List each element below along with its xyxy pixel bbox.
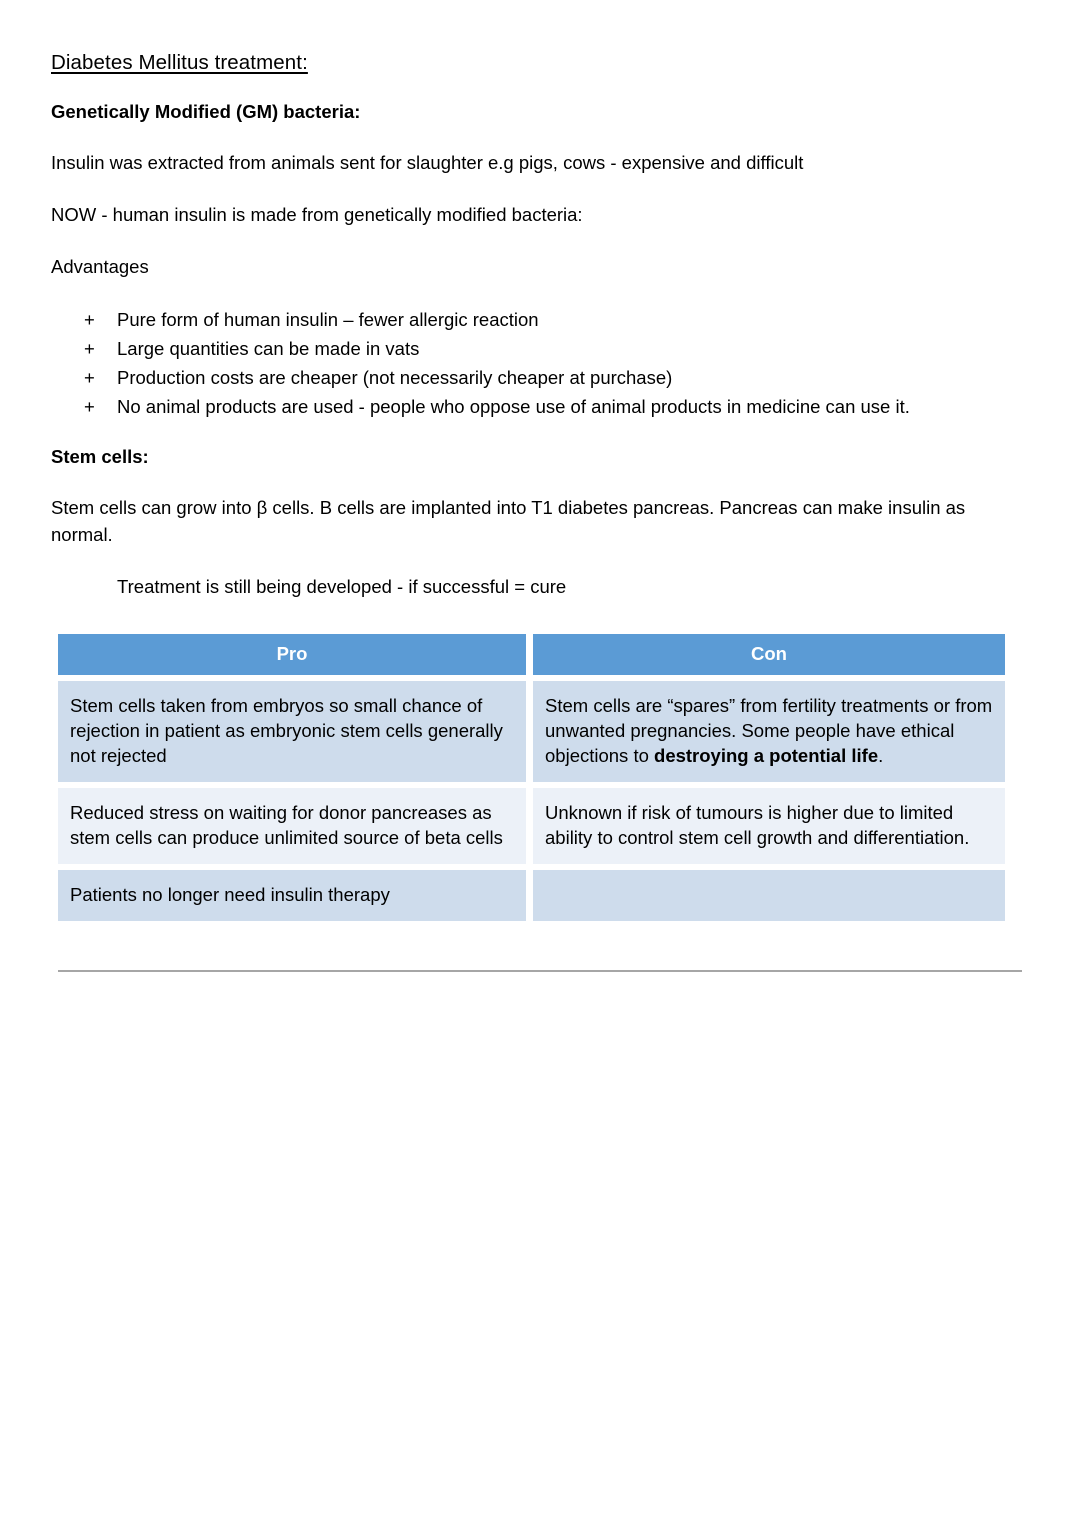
list-item [51, 363, 1031, 392]
table-row [58, 788, 1005, 864]
table-header-row [58, 634, 1005, 675]
paragraph-stem-cells-description: Stem cells can grow into β cells. B cells are implanted into T1 diabetes pancreas. Pancreas can make insulin as normal. [51, 497, 966, 545]
table-row [58, 681, 1005, 782]
table-cell-con [533, 681, 1005, 782]
paragraph-insulin-extraction: Insulin was extracted from animals sent for slaughter e.g pigs, cows - expensive and difficult [51, 152, 804, 173]
list-item-label: Large quantities can be made in vats [117, 338, 420, 359]
list-item [51, 305, 1031, 334]
list-item-label: Production costs are cheaper (not necessarily cheaper at purchase) [117, 367, 673, 388]
table-cell-pro: Patients no longer need insulin therapy [58, 870, 526, 921]
table-cell-con [533, 870, 1005, 921]
table-cell-pro: Reduced stress on waiting for donor pancreases as stem cells can produce unlimited source of beta cells [58, 788, 526, 864]
plus-marker-icon: + [84, 367, 95, 388]
column-header-pro: Pro [58, 634, 526, 675]
table-cell-con [533, 788, 1005, 864]
column-header-con: Con [533, 634, 1005, 675]
section-heading-stem-cells: Stem cells: [51, 446, 149, 467]
cell-text-prefix: Stem cells are “spares” from fertility treatments or from unwanted pregnancies. Some people have ethical objections to [545, 695, 993, 766]
section-heading-gm-bacteria: Genetically Modified (GM) bacteria: [51, 101, 361, 122]
list-item [51, 392, 1031, 421]
paragraph-treatment-note: Treatment is still being developed - if successful = cure [117, 576, 567, 597]
table-cell-pro: Stem cells taken from embryos so small chance of rejection in patient as embryonic stem cells generally not rejected [58, 681, 526, 782]
plus-marker-icon: + [84, 338, 95, 359]
horizontal-divider [58, 970, 1022, 972]
list-item-label: Pure form of human insulin – fewer allergic reaction [117, 309, 539, 330]
paragraph-now-gm-bacteria: NOW - human insulin is made from genetically modified bacteria: [51, 204, 583, 225]
pro-con-table [51, 628, 1012, 927]
cell-text-emphasis: destroying a potential life [654, 745, 879, 766]
table-row [58, 870, 1005, 921]
list-item [51, 334, 1031, 363]
cell-text-prefix: Unknown if risk of tumours is higher due to limited ability to control stem cell growth and differentiation. [545, 802, 970, 848]
page-title: Diabetes Mellitus treatment: [51, 51, 308, 74]
document-content [51, 50, 1031, 927]
cell-text-suffix: . [878, 745, 884, 766]
paragraph-advantages-label: Advantages [51, 256, 149, 277]
advantages-list [51, 305, 1031, 421]
plus-marker-icon: + [84, 309, 95, 330]
list-item-label: No animal products are used - people who oppose use of animal products in medicine can use it. [117, 396, 910, 417]
plus-marker-icon: + [84, 396, 95, 417]
